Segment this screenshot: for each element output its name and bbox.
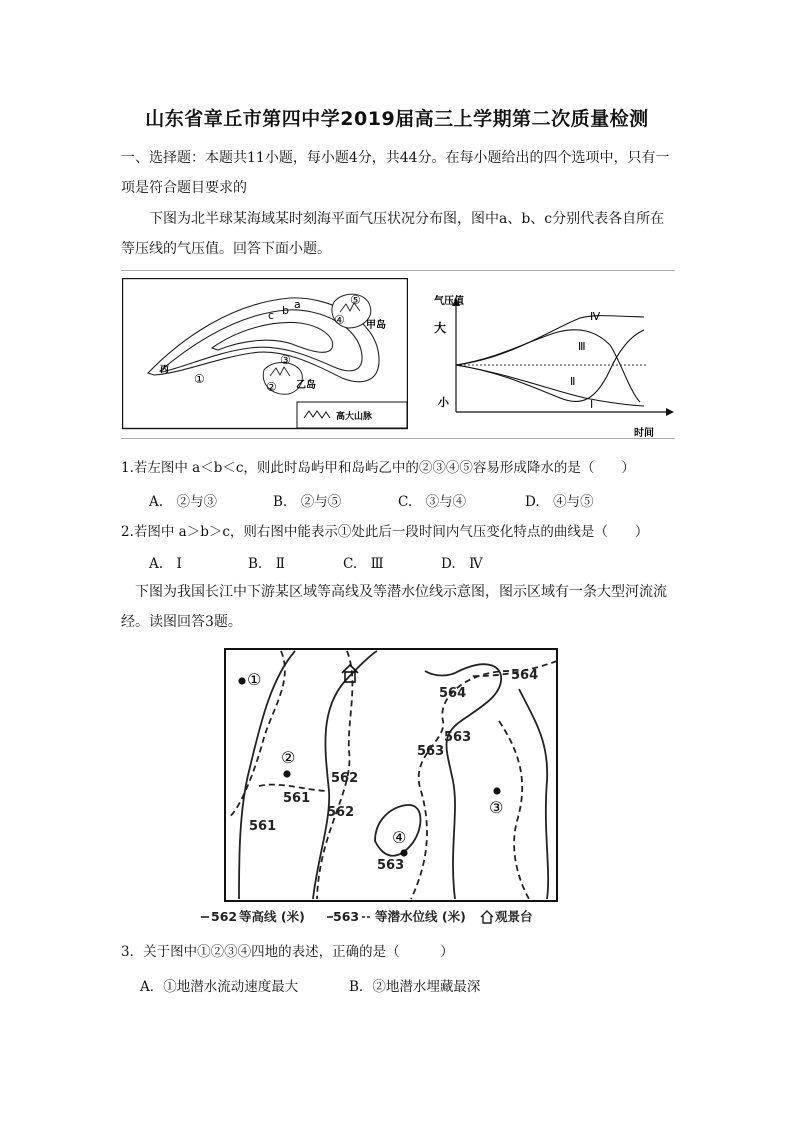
point-3-label: ③	[489, 798, 504, 817]
point-4-dot	[400, 849, 407, 856]
curve-II-label: Ⅱ	[570, 375, 576, 388]
point-3-label: ③	[280, 353, 291, 367]
point-1-label: ①	[247, 670, 262, 689]
curve-II	[456, 365, 644, 406]
curve-III-label: Ⅲ	[578, 340, 586, 353]
question-2-stem: 2.若图中 a＞b＞c，则右图中能表示①处此后一段时间内气压变化特点的曲线是（ ）	[121, 524, 649, 540]
isobar-c-label: c	[268, 309, 275, 322]
legend-tower-label: 观景台	[495, 909, 533, 924]
q3-option-b[interactable]: B．②地潜水埋藏最深	[349, 979, 481, 995]
curve-I-label: Ⅰ	[590, 398, 594, 411]
label-564-a: 564	[511, 668, 539, 683]
point-1-label: ①	[194, 372, 205, 386]
label-562-a: 562	[331, 771, 359, 786]
q1-option-c[interactable]: C. ③与④	[398, 494, 467, 510]
label-563-b: 563	[417, 744, 445, 759]
pressure-map-figure	[122, 278, 408, 430]
label-562-b: 562	[327, 805, 355, 820]
pressure-curve-figure	[420, 290, 676, 440]
legend-contour-label: 等高线 (米)	[239, 909, 305, 924]
point-4-label: ④	[392, 828, 407, 847]
page-title: 山东省章丘市第四中学2019届高三上学期第二次质量检测	[145, 108, 649, 130]
y-small-label: 小	[438, 396, 449, 409]
q3-option-a[interactable]: A．①地潜水流动速度最大	[140, 979, 299, 995]
point-4-label: ④	[334, 313, 345, 327]
question-1-stem: 1.若左图中 a＜b＜c，则此时岛屿甲和岛屿乙中的②③④⑤容易形成降水的是（ ）	[121, 460, 635, 476]
label-561-contour: 561	[249, 819, 277, 834]
section-heading: 一、选择题：本题共11小题，每小题4分，共44分。在每小题给出的四个选项中，只有一项是符合题目要求的	[121, 150, 670, 196]
q2-option-a[interactable]: A. Ⅰ	[149, 556, 182, 572]
label-564-b: 564	[439, 686, 467, 701]
legend-water-label: 等潜水位线 (米)	[375, 909, 466, 924]
x-axis-label: 时间	[634, 428, 654, 439]
isobar-b-label: b	[282, 304, 289, 317]
legend-contour-value: 562	[211, 909, 238, 924]
intro-paragraph-2: 下图为我国长江中下游某区域等高线及等潜水位线示意图，图示区域有一条大型河流流经。读图回答3题。	[121, 584, 667, 630]
curve-III	[456, 330, 644, 402]
isobar-a-label: a	[294, 298, 301, 311]
contour-map-figure	[199, 641, 597, 931]
label-563-c: 563	[377, 858, 405, 873]
point-2-label: ②	[266, 380, 277, 394]
intro-paragraph-1: 下图为北半球某海域某时刻海平面气压状况分布图，图中a、b、c分别代表各自所在等压线的气压值。回答下面小题。	[121, 211, 665, 257]
legend-water-value: 563	[333, 909, 360, 924]
y-big-label: 大	[434, 321, 447, 335]
point-2-label: ②	[281, 748, 296, 767]
point-2-dot	[283, 770, 290, 777]
island-yi-label: 乙岛	[296, 380, 316, 391]
curve-IV-label: Ⅳ	[590, 310, 601, 323]
q2-option-d[interactable]: D. Ⅳ	[441, 556, 483, 572]
q2-option-c[interactable]: C. Ⅲ	[343, 556, 384, 572]
q1-option-b[interactable]: B. ②与⑤	[273, 494, 342, 510]
y-axis-label: 气压值	[434, 296, 464, 307]
question-3-stem: 3．关于图中①②③④四地的表述，正确的是（ ）	[121, 944, 454, 960]
island-jia-label: 甲岛	[366, 320, 386, 331]
label-563-a: 563	[444, 730, 472, 745]
figure-top-rule	[121, 270, 675, 271]
bing-label: 丙	[160, 365, 170, 375]
legend-mountain-label: 高大山脉	[336, 412, 373, 422]
figure-bottom-rule	[121, 438, 675, 439]
q1-option-a[interactable]: A. ②与③	[149, 494, 218, 510]
q2-option-b[interactable]: B. Ⅱ	[248, 556, 285, 572]
point-3-dot	[493, 787, 500, 794]
q1-option-d[interactable]: D. ④与⑤	[525, 494, 594, 510]
point-5-label: ⑤	[350, 293, 361, 307]
point-1-dot	[238, 677, 245, 684]
label-561-water: 561	[283, 791, 311, 806]
